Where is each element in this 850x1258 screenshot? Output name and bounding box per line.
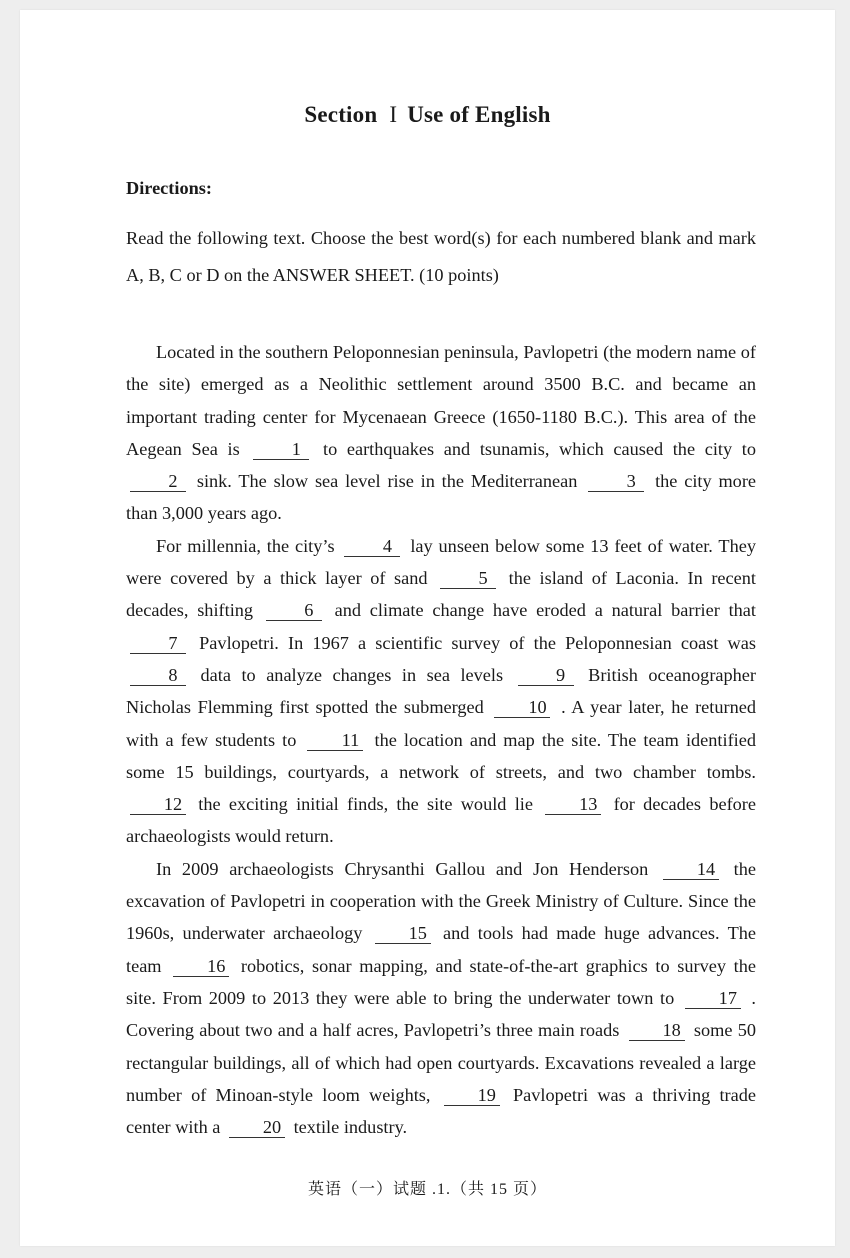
- passage-text: data to analyze changes in sea levels: [200, 664, 504, 685]
- passage-text: and climate change have eroded a natural barrier that: [334, 600, 757, 621]
- passage-text: the location and map the site. The team identified some 15 buildings, courtyards, a network of streets, and two chamber tombs.: [126, 729, 756, 782]
- passage-text: For millennia, the city’s: [156, 535, 335, 556]
- paragraph: [126, 853, 756, 1144]
- paragraph: [126, 530, 756, 853]
- passage-text: lay unseen below some 13 feet of water. They were covered by a thick layer of sand: [126, 535, 756, 589]
- section-name: Use of English: [407, 102, 551, 127]
- blank-2: 2: [130, 471, 186, 492]
- passage-text: and tools had made huge advances. The team: [126, 923, 757, 976]
- passage-text: Pavlopetri. In 1967 a scientific survey of the Peloponnesian coast was: [199, 632, 756, 653]
- blank-11: 11: [307, 730, 363, 751]
- passage-text: for decades before archaeologists would return.: [126, 794, 756, 847]
- blank-19: 19: [444, 1085, 500, 1106]
- blank-16: 16: [173, 956, 229, 977]
- directions-heading: Directions:: [126, 178, 212, 198]
- passage-text: robotics, sonar mapping, and state-of-the-art graphics to survey the site. From 2009 to 2013 they were able to bring the underwater town to: [126, 955, 756, 1008]
- passage-text: some 50 rectangular buildings, all of which had open courtyards. Excavations revealed a large number of Minoan-style loom weights,: [126, 1020, 756, 1105]
- page-title: [20, 102, 835, 128]
- blank-8: 8: [130, 665, 186, 686]
- section-label: Section: [304, 102, 378, 127]
- passage-text: British oceanographer Nicholas Flemming first spotted the submerged: [126, 664, 757, 718]
- passage-text: Located in the southern Peloponnesian peninsula, Pavlopetri (the modern name of the site) emerged as a Neolithic settlement around 3500 B.C. and became an important trading center for Mycenaean Greece (1650-1180 B.C.). This area of the Aegean Sea is: [126, 342, 756, 459]
- blank-4: 4: [344, 536, 400, 557]
- blank-9: 9: [518, 665, 574, 686]
- passage-text: In 2009 archaeologists Chrysanthi Gallou and Jon Henderson: [156, 858, 649, 879]
- blank-3: 3: [588, 471, 644, 492]
- section-numeral: I: [389, 102, 398, 127]
- paragraph: [126, 336, 756, 530]
- passage-text: . Covering about two and a half acres, Pavlopetri’s three main roads: [126, 987, 756, 1041]
- blank-17: 17: [685, 988, 741, 1009]
- blank-13: 13: [545, 794, 601, 815]
- passage-text: textile industry.: [293, 1117, 408, 1138]
- blank-6: 6: [266, 600, 322, 621]
- blank-7: 7: [130, 633, 186, 654]
- passage: [126, 336, 756, 1143]
- page-footer: 英语（一）试题 .1.（共 15 页）: [307, 1181, 547, 1198]
- passage-text: the island of Laconia. In recent decades, shifting: [126, 568, 756, 621]
- passage-text: sink. The slow sea level rise in the Mediterranean: [196, 471, 578, 492]
- passage-text: to earthquakes and tsunamis, which caused the city to: [322, 438, 756, 459]
- blank-15: 15: [375, 923, 431, 944]
- passage-text: the exciting initial finds, the site would lie: [198, 794, 533, 815]
- blank-5: 5: [440, 568, 496, 589]
- exam-page: [20, 10, 835, 1246]
- passage-text: . A year later, he returned with a few students to: [126, 697, 756, 750]
- passage-text: the excavation of Pavlopetri in cooperation with the Greek Ministry of Culture. Since the 1960s, underwater archaeology: [126, 858, 756, 944]
- blank-20: 20: [229, 1117, 285, 1138]
- blank-14: 14: [663, 859, 719, 880]
- passage-text: Pavlopetri was a thriving trade center with a: [126, 1084, 756, 1138]
- blank-1: 1: [253, 439, 309, 460]
- passage-text: the city more than 3,000 years ago.: [126, 471, 757, 524]
- blank-12: 12: [130, 794, 186, 815]
- directions-text: Read the following text. Choose the best word(s) for each numbered blank and mark A, B, C or D on the ANSWER SHEET. (10 points): [126, 228, 756, 285]
- blank-18: 18: [629, 1020, 685, 1041]
- blank-10: 10: [494, 697, 550, 718]
